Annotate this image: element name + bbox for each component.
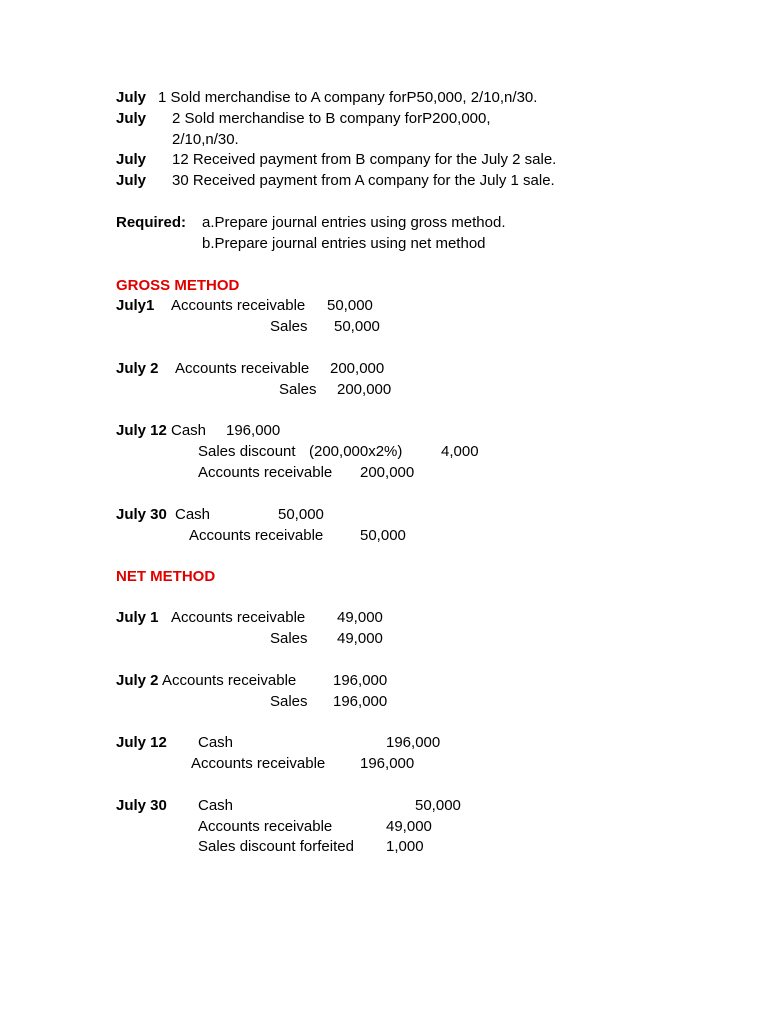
net-july12-debit-amount: 196,000	[386, 734, 441, 751]
net-july30-credit-account: Accounts receivable	[198, 818, 333, 835]
net-july2-date: July 2	[116, 672, 159, 689]
gross-july2-debit-account: Accounts receivable	[175, 360, 310, 377]
net-july2-debit-account: Accounts receivable	[162, 672, 297, 689]
problem-date-4: July	[116, 151, 147, 168]
net-july30-debit-amount: 50,000	[415, 797, 461, 814]
gross-july12-discount-calc: (200,000x2%)	[309, 443, 403, 460]
gross-july12-credit-amount: 200,000	[360, 464, 415, 481]
gross-july2-credit-amount: 200,000	[337, 381, 392, 398]
required-a: a.Prepare journal entries using gross method.	[202, 214, 506, 231]
problem-date-1: July	[116, 89, 147, 106]
gross-july1-debit-amount: 50,000	[327, 297, 373, 314]
net-july1-date: July 1	[116, 609, 159, 626]
problem-date-2: July	[116, 110, 147, 127]
net-july30-date: July 30	[116, 797, 167, 814]
gross-july12-discount-account: Sales discount	[198, 443, 296, 460]
gross-july30-debit-account: Cash	[175, 506, 211, 523]
problem-text-3: 2/10,n/30.	[172, 131, 239, 148]
gross-july30-credit-amount: 50,000	[360, 527, 406, 544]
net-july2-credit-account: Sales	[270, 693, 308, 710]
gross-july30-credit-account: Accounts receivable	[189, 527, 324, 544]
gross-july1-debit-account: Accounts receivable	[171, 297, 306, 314]
net-july2-debit-amount: 196,000	[333, 672, 388, 689]
problem-text-5: 30 Received payment from A company for the July 1 sale.	[172, 172, 555, 189]
net-july2-credit-amount: 196,000	[333, 693, 388, 710]
problem-text-1: 1 Sold merchandise to A company forP50,000, 2/10,n/30.	[158, 89, 538, 106]
net-july12-date: July 12	[116, 734, 167, 751]
gross-july12-date: July 12	[116, 422, 167, 439]
required-b: b.Prepare journal entries using net method	[202, 235, 486, 252]
gross-july12-credit-account: Accounts receivable	[198, 464, 333, 481]
gross-july1-credit-account: Sales	[270, 318, 308, 335]
gross-july12-debit-amount: 196,000	[226, 422, 281, 439]
net-july30-debit-account: Cash	[198, 797, 234, 814]
gross-july2-credit-account: Sales	[279, 381, 317, 398]
gross-heading: GROSS METHOD	[116, 277, 240, 294]
problem-text-4: 12 Received payment from B company for the July 2 sale.	[172, 151, 557, 168]
net-july30-forfeit-account: Sales discount forfeited	[198, 838, 354, 855]
net-july1-credit-amount: 49,000	[337, 630, 383, 647]
gross-july30-debit-amount: 50,000	[278, 506, 324, 523]
problem-text-2: 2 Sold merchandise to B company forP200,000,	[172, 110, 491, 127]
net-july12-credit-account: Accounts receivable	[191, 755, 326, 772]
gross-july1-credit-amount: 50,000	[334, 318, 380, 335]
gross-july2-debit-amount: 200,000	[330, 360, 385, 377]
required-label: Required:	[116, 214, 187, 231]
problem-date-5: July	[116, 172, 147, 189]
gross-july12-discount-amount: 4,000	[441, 443, 479, 460]
net-july30-forfeit-amount: 1,000	[386, 838, 424, 855]
net-july12-debit-account: Cash	[198, 734, 234, 751]
net-july1-debit-account: Accounts receivable	[171, 609, 306, 626]
net-july1-debit-amount: 49,000	[337, 609, 383, 626]
gross-july2-date: July 2	[116, 360, 159, 377]
net-heading: NET METHOD	[116, 568, 216, 585]
gross-july12-debit-account: Cash	[171, 422, 207, 439]
net-july1-credit-account: Sales	[270, 630, 308, 647]
gross-july30-date: July 30	[116, 506, 167, 523]
net-july30-credit-amount: 49,000	[386, 818, 432, 835]
net-july12-credit-amount: 196,000	[360, 755, 415, 772]
gross-july1-date: July1	[116, 297, 155, 314]
